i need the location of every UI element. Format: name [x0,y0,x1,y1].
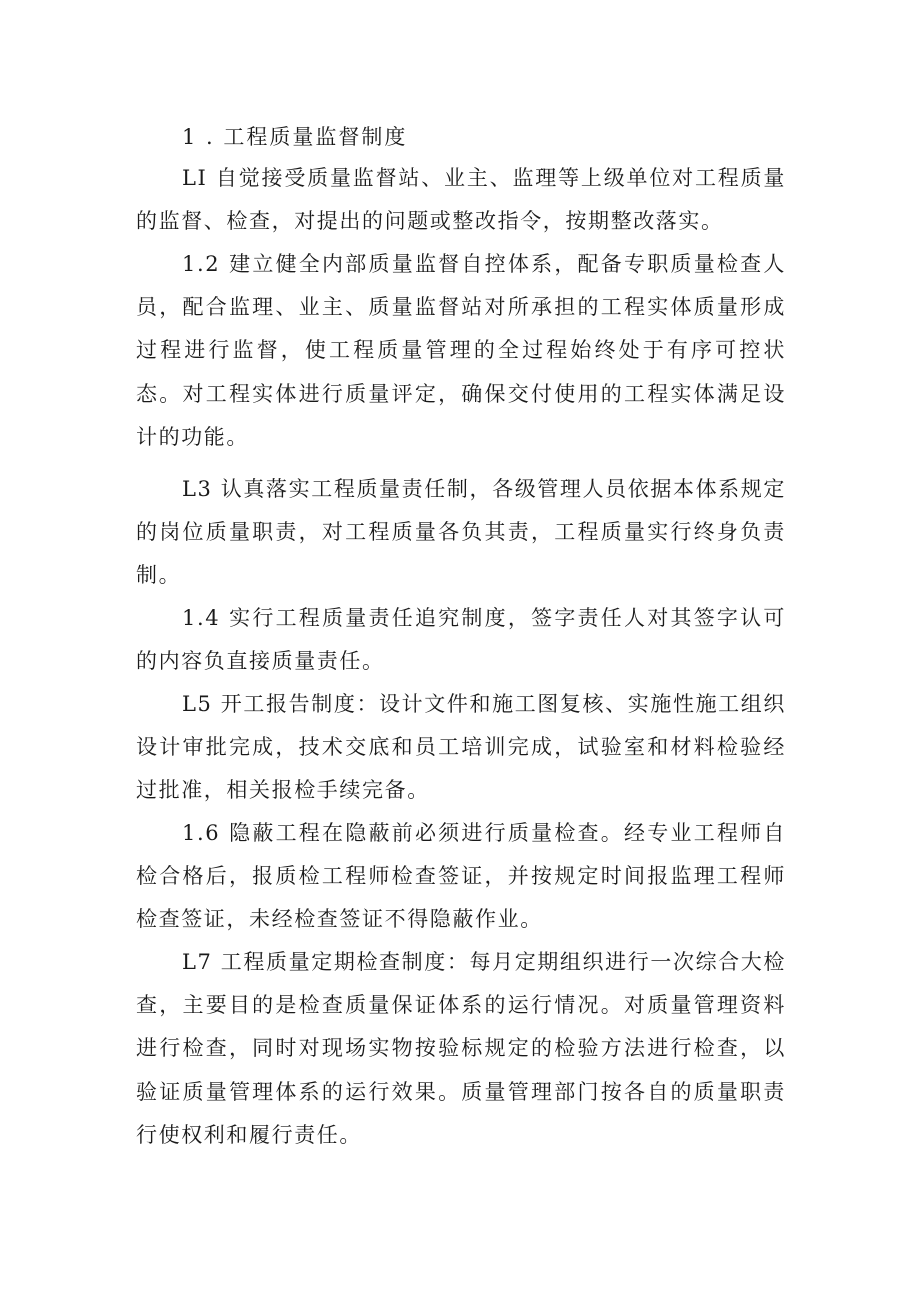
paragraph-1-1: LI 自觉接受质量监督站、业主、监理等上级单位对工程质量的监督、检查，对提出的问题或整改指令，按期整改落实。 [136,166,786,234]
paragraph-1-7: L7 工程质量定期检查制度：每月定期组织进行一次综合大检查，主要目的是检查质量保证体系的运行情况。对质量管理资料进行检查，同时对现场实物按验标规定的检验方法进行检查，以验证质量管理体系的运行效果。质量管理部门按各自的质量职责行使权利和履行责任。 [136,950,786,1147]
paragraph-1-2: 1.2 建立健全内部质量监督自控体系，配备专职质量检查人员，配合监理、业主、质量监督站对所承担的工程实体质量形成过程进行监督，使工程质量管理的全过程始终处于有序可控状态。对工程实体进行质量评定，确保交付使用的工程实体满足设计的功能。 [136,252,786,449]
paragraph-1-6: 1.6 隐蔽工程在隐蔽前必须进行质量检查。经专业工程师自检合格后，报质检工程师检查签证，并按规定时间报监理工程师检查签证，未经检查签证不得隐蔽作业。 [136,821,786,932]
paragraph-1-4: 1.4 实行工程质量责任追究制度，签字责任人对其签字认可的内容负直接质量责任。 [136,606,786,674]
section-heading: 1 . 工程质量监督制度 [182,125,408,149]
paragraph-1-3: L3 认真落实工程质量责任制，各级管理人员依据本体系规定的岗位质量职责，对工程质量各负其责，工程质量实行终身负责制。 [136,477,786,588]
paragraph-1-5: L5 开工报告制度：设计文件和施工图复核、实施性施工组织设计审批完成，技术交底和员工培训完成，试验室和材料检验经过批准，相关报检手续完备。 [136,692,786,803]
